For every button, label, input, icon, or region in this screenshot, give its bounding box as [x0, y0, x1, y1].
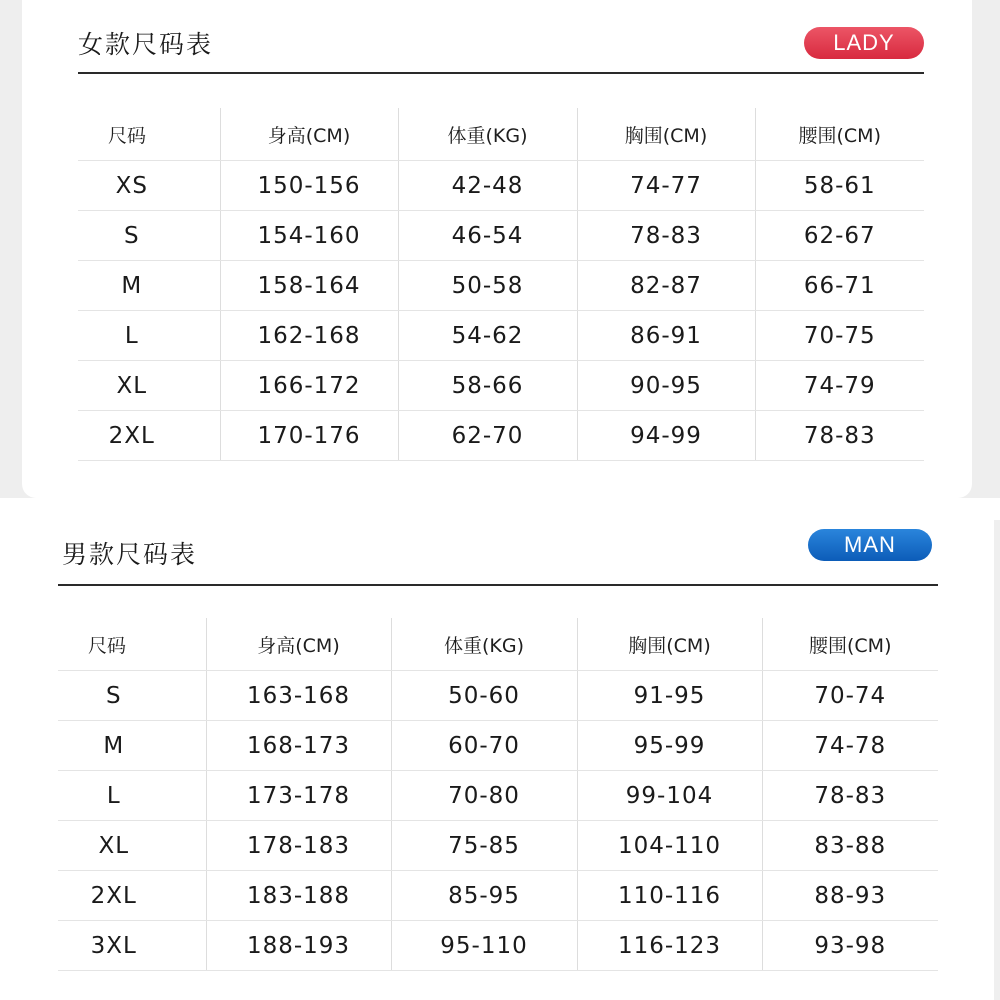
col-header-height: 身高(CM): [220, 108, 398, 161]
height-cell: 163-168: [206, 671, 391, 721]
waist-cell: 70-75: [755, 311, 924, 361]
waist-cell: 93-98: [762, 921, 938, 971]
table-row: [78, 361, 924, 411]
height-cell: 168-173: [206, 721, 391, 771]
weight-cell: 70-80: [391, 771, 577, 821]
man-badge: MAN: [808, 529, 932, 561]
lady-badge: LADY: [804, 27, 924, 59]
waist-cell: 58-61: [755, 161, 924, 211]
man-title: 男款尺码表: [62, 540, 198, 569]
lady-size-table: [78, 108, 924, 461]
height-cell: 170-176: [220, 411, 398, 461]
col-header-weight: 体重(KG): [398, 108, 577, 161]
height-cell: 154-160: [220, 211, 398, 261]
table-row: [58, 771, 938, 821]
table-row: [78, 411, 924, 461]
waist-cell: 74-78: [762, 721, 938, 771]
weight-cell: 46-54: [398, 211, 577, 261]
height-cell: 188-193: [206, 921, 391, 971]
size-cell: 2XL: [78, 411, 220, 461]
table-row: [58, 871, 938, 921]
col-header-chest: 胸围(CM): [577, 618, 762, 671]
size-cell: S: [58, 671, 206, 721]
chest-cell: 86-91: [577, 311, 755, 361]
chest-cell: 82-87: [577, 261, 755, 311]
size-cell: L: [78, 311, 220, 361]
height-cell: 162-168: [220, 311, 398, 361]
col-header-waist: 腰围(CM): [762, 618, 938, 671]
size-cell: XS: [78, 161, 220, 211]
table-row: [58, 921, 938, 971]
chest-cell: 99-104: [577, 771, 762, 821]
waist-cell: 83-88: [762, 821, 938, 871]
waist-cell: 62-67: [755, 211, 924, 261]
weight-cell: 42-48: [398, 161, 577, 211]
col-header-chest: 胸围(CM): [577, 108, 755, 161]
chest-cell: 91-95: [577, 671, 762, 721]
col-header-waist: 腰围(CM): [755, 108, 924, 161]
size-cell: 2XL: [58, 871, 206, 921]
weight-cell: 85-95: [391, 871, 577, 921]
weight-cell: 75-85: [391, 821, 577, 871]
size-cell: S: [78, 211, 220, 261]
col-header-size: 尺码: [58, 618, 206, 671]
chest-cell: 95-99: [577, 721, 762, 771]
man-size-card: [0, 500, 1000, 1000]
height-cell: 178-183: [206, 821, 391, 871]
table-row: [78, 161, 924, 211]
table-row: [78, 311, 924, 361]
height-cell: 150-156: [220, 161, 398, 211]
table-row: [78, 261, 924, 311]
waist-cell: 78-83: [755, 411, 924, 461]
size-cell: 3XL: [58, 921, 206, 971]
waist-cell: 66-71: [755, 261, 924, 311]
table-row: [78, 211, 924, 261]
table-row: [58, 821, 938, 871]
size-cell: M: [78, 261, 220, 311]
table-row: [58, 671, 938, 721]
height-cell: 173-178: [206, 771, 391, 821]
col-header-weight: 体重(KG): [391, 618, 577, 671]
chest-cell: 74-77: [577, 161, 755, 211]
waist-cell: 78-83: [762, 771, 938, 821]
height-cell: 183-188: [206, 871, 391, 921]
chest-cell: 94-99: [577, 411, 755, 461]
lady-size-card: [22, 0, 972, 498]
waist-cell: 70-74: [762, 671, 938, 721]
weight-cell: 54-62: [398, 311, 577, 361]
weight-cell: 60-70: [391, 721, 577, 771]
lady-header: [78, 20, 924, 74]
weight-cell: 62-70: [398, 411, 577, 461]
waist-cell: 88-93: [762, 871, 938, 921]
height-cell: 166-172: [220, 361, 398, 411]
weight-cell: 50-60: [391, 671, 577, 721]
chest-cell: 90-95: [577, 361, 755, 411]
chest-cell: 116-123: [577, 921, 762, 971]
man-header-row: [58, 618, 938, 671]
weight-cell: 50-58: [398, 261, 577, 311]
height-cell: 158-164: [220, 261, 398, 311]
chest-cell: 78-83: [577, 211, 755, 261]
lady-header-row: [78, 108, 924, 161]
weight-cell: 95-110: [391, 921, 577, 971]
chest-cell: 104-110: [577, 821, 762, 871]
size-cell: XL: [78, 361, 220, 411]
man-header: [58, 530, 938, 586]
col-header-height: 身高(CM): [206, 618, 391, 671]
chest-cell: 110-116: [577, 871, 762, 921]
size-cell: L: [58, 771, 206, 821]
waist-cell: 74-79: [755, 361, 924, 411]
man-size-table: [58, 618, 938, 971]
size-cell: XL: [58, 821, 206, 871]
col-header-size: 尺码: [78, 108, 220, 161]
size-cell: M: [58, 721, 206, 771]
weight-cell: 58-66: [398, 361, 577, 411]
table-row: [58, 721, 938, 771]
lady-title: 女款尺码表: [78, 30, 214, 59]
